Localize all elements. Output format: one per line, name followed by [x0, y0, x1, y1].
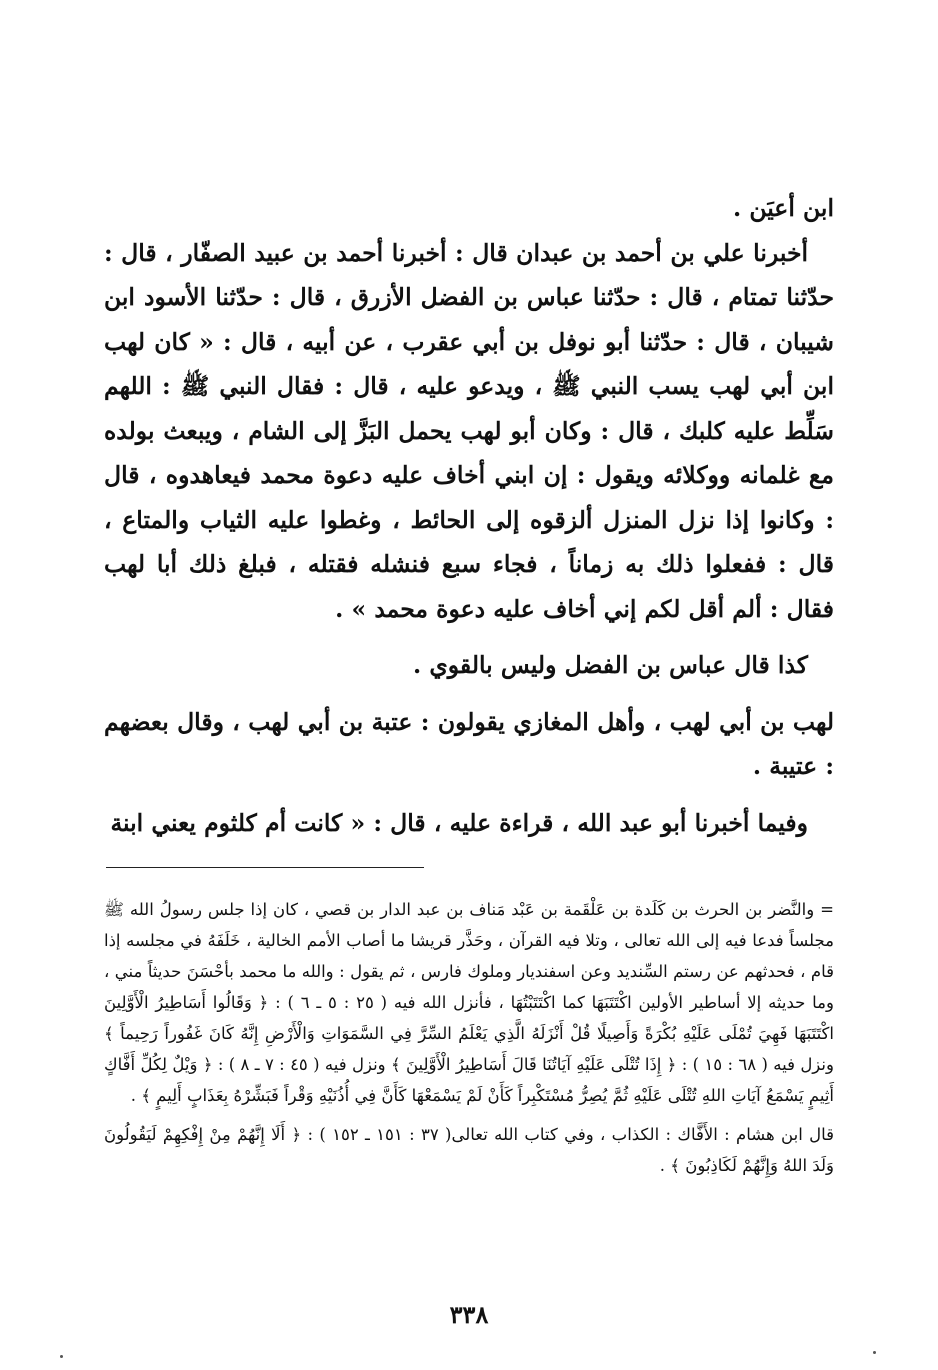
main-paragraph-1: ابن أعيَن .: [732, 194, 834, 222]
footnote-1: = والنَّضر بن الحرث بن كَلَدة بن عَلْقَمة بن عَبْد مَناف بن عبد الدار بن قصي ، كان إذا جلس رسولُ الله ﷺ مجلساً فدعا فيه إلى الله تعالى ، وتلا فيه القرآن ، وحَذَّر قريشا ما أصاب الأمم الخالية ، خَلَفَهُ في مجلسه إذا قام ، فحدثهم عن رستم السِّنديد وعن اسفنديار وملوك فارس ، ثم يقول : والله ما محمد بأحْسَنَ حديثاً مني ، وما حديثه إلا أساطير الأولين اكْتَتَبَهَا كما اكْتَتَبْتُهَا ، فأنزل الله فيه ( ٢٥ : ٥ ـ ٦ ) : ﴿ وَقَالُوا أَسَاطِيرُ الْأَوَّلِينَ اكْتَتَبَهَا فَهِيَ تُمْلَى عَلَيْهِ بُكْرَةً وَأَصِيلًا قُلْ أَنْزَلَهُ الَّذِي يَعْلَمُ السِّرَّ فِي السَّمَوَاتِ وَالْأَرْضِ إِنَّهُ كَانَ غَفُوراً رَحِيماً ﴾ ونزل فيه ( ٦٨ : ١٥ ) : ﴿ إِذَا تُتْلَى عَلَيْهِ آيَاتُنَا قَالَ أَسَاطِيرُ الْأَوَّلِينَ ﴾ ونزل فيه ( ٤٥ : ٧ ـ ٨ ) : ﴿ وَيْلٌ لِكُلِّ أَفَّاكٍ أَثِيمٍ يَسْمَعُ آيَاتِ اللهِ تُتْلَى عَلَيْهِ ثُمَّ يُصِرُّ مُسْتَكْبِراً كَأَنْ لَمْ يَسْمَعْهَا كَأَنَّ فِي أُذُنَيْهِ وَقْراً فَبَشِّرْهُ بِعَذَابٍ أَلِيمٍ ﴾ .: [104, 900, 834, 1105]
page-number: ٣٣٨: [449, 1300, 489, 1329]
scan-speck: [60, 1355, 63, 1358]
main-paragraph-3: كذا قال عباس بن الفضل وليس بالقوي .: [413, 651, 808, 679]
main-paragraph-5: وفيما أخبرنا أبو عبد الله ، قراءة عليه ، قال : « كانت أم كلثوم يعني ابنة: [110, 808, 808, 837]
main-text-block: [104, 186, 834, 845]
main-paragraph-4: لهب بن أبي لهب ، وأهل المغازي يقولون : عتبة بن أبي لهب ، وقال بعضهم : عتيبة .: [104, 707, 834, 780]
footnotes-block: [104, 894, 834, 1181]
footnote-separator-rule: [106, 867, 424, 868]
main-paragraph-2: أخبرنا علي بن أحمد بن عبدان قال : أخبرنا أحمد بن عبيد الصفّار ، قال : حدّثنا تمتام ، قال : حدّثنا عباس بن الفضل الأزرق ، قال : حدّثنا الأسود ابن شيبان ، قال : حدّثنا أبو نوفل بن أبي عقرب ، عن أبيه ، قال : « كان لهب ابن أبي لهب يسب النبي ﷺ ، ويدعو عليه ، قال : فقال النبي ﷺ : اللهم سَلِّط عليه كلبك ، قال : وكان أبو لهب يحمل البَزَّ إلى الشام ، ويبعث بولده مع غلمانه ووكلائه ويقول : إن ابني أخاف عليه دعوة محمد فيعاهدوه ، قال : وكانوا إذا نزل المنزل ألزقوه إلى الحائط ، وغطوا عليه الثياب والمتاع ، قال : ففعلوا ذلك به زماناً ، فجاء سبع فنشله فقتله ، فبلغ ذلك أبا لهب فقال : ألم أقل لكم إني أخاف عليه دعوة محمد » .: [104, 238, 834, 623]
footnote-2: قال ابن هشام : الأَفَّاك : الكذاب ، وفي كتاب الله تعالى( ٣٧ : ١٥١ ـ ١٥٢ ) : ﴿ أَلَا إِنَّهُمْ مِنْ إِفْكِهِمْ لَيَقُولُونَ وَلَدَ اللهُ وَإِنَّهُمْ لَكَاذِبُونَ ﴾ .: [104, 1125, 835, 1175]
scan-speck: [873, 1351, 876, 1354]
